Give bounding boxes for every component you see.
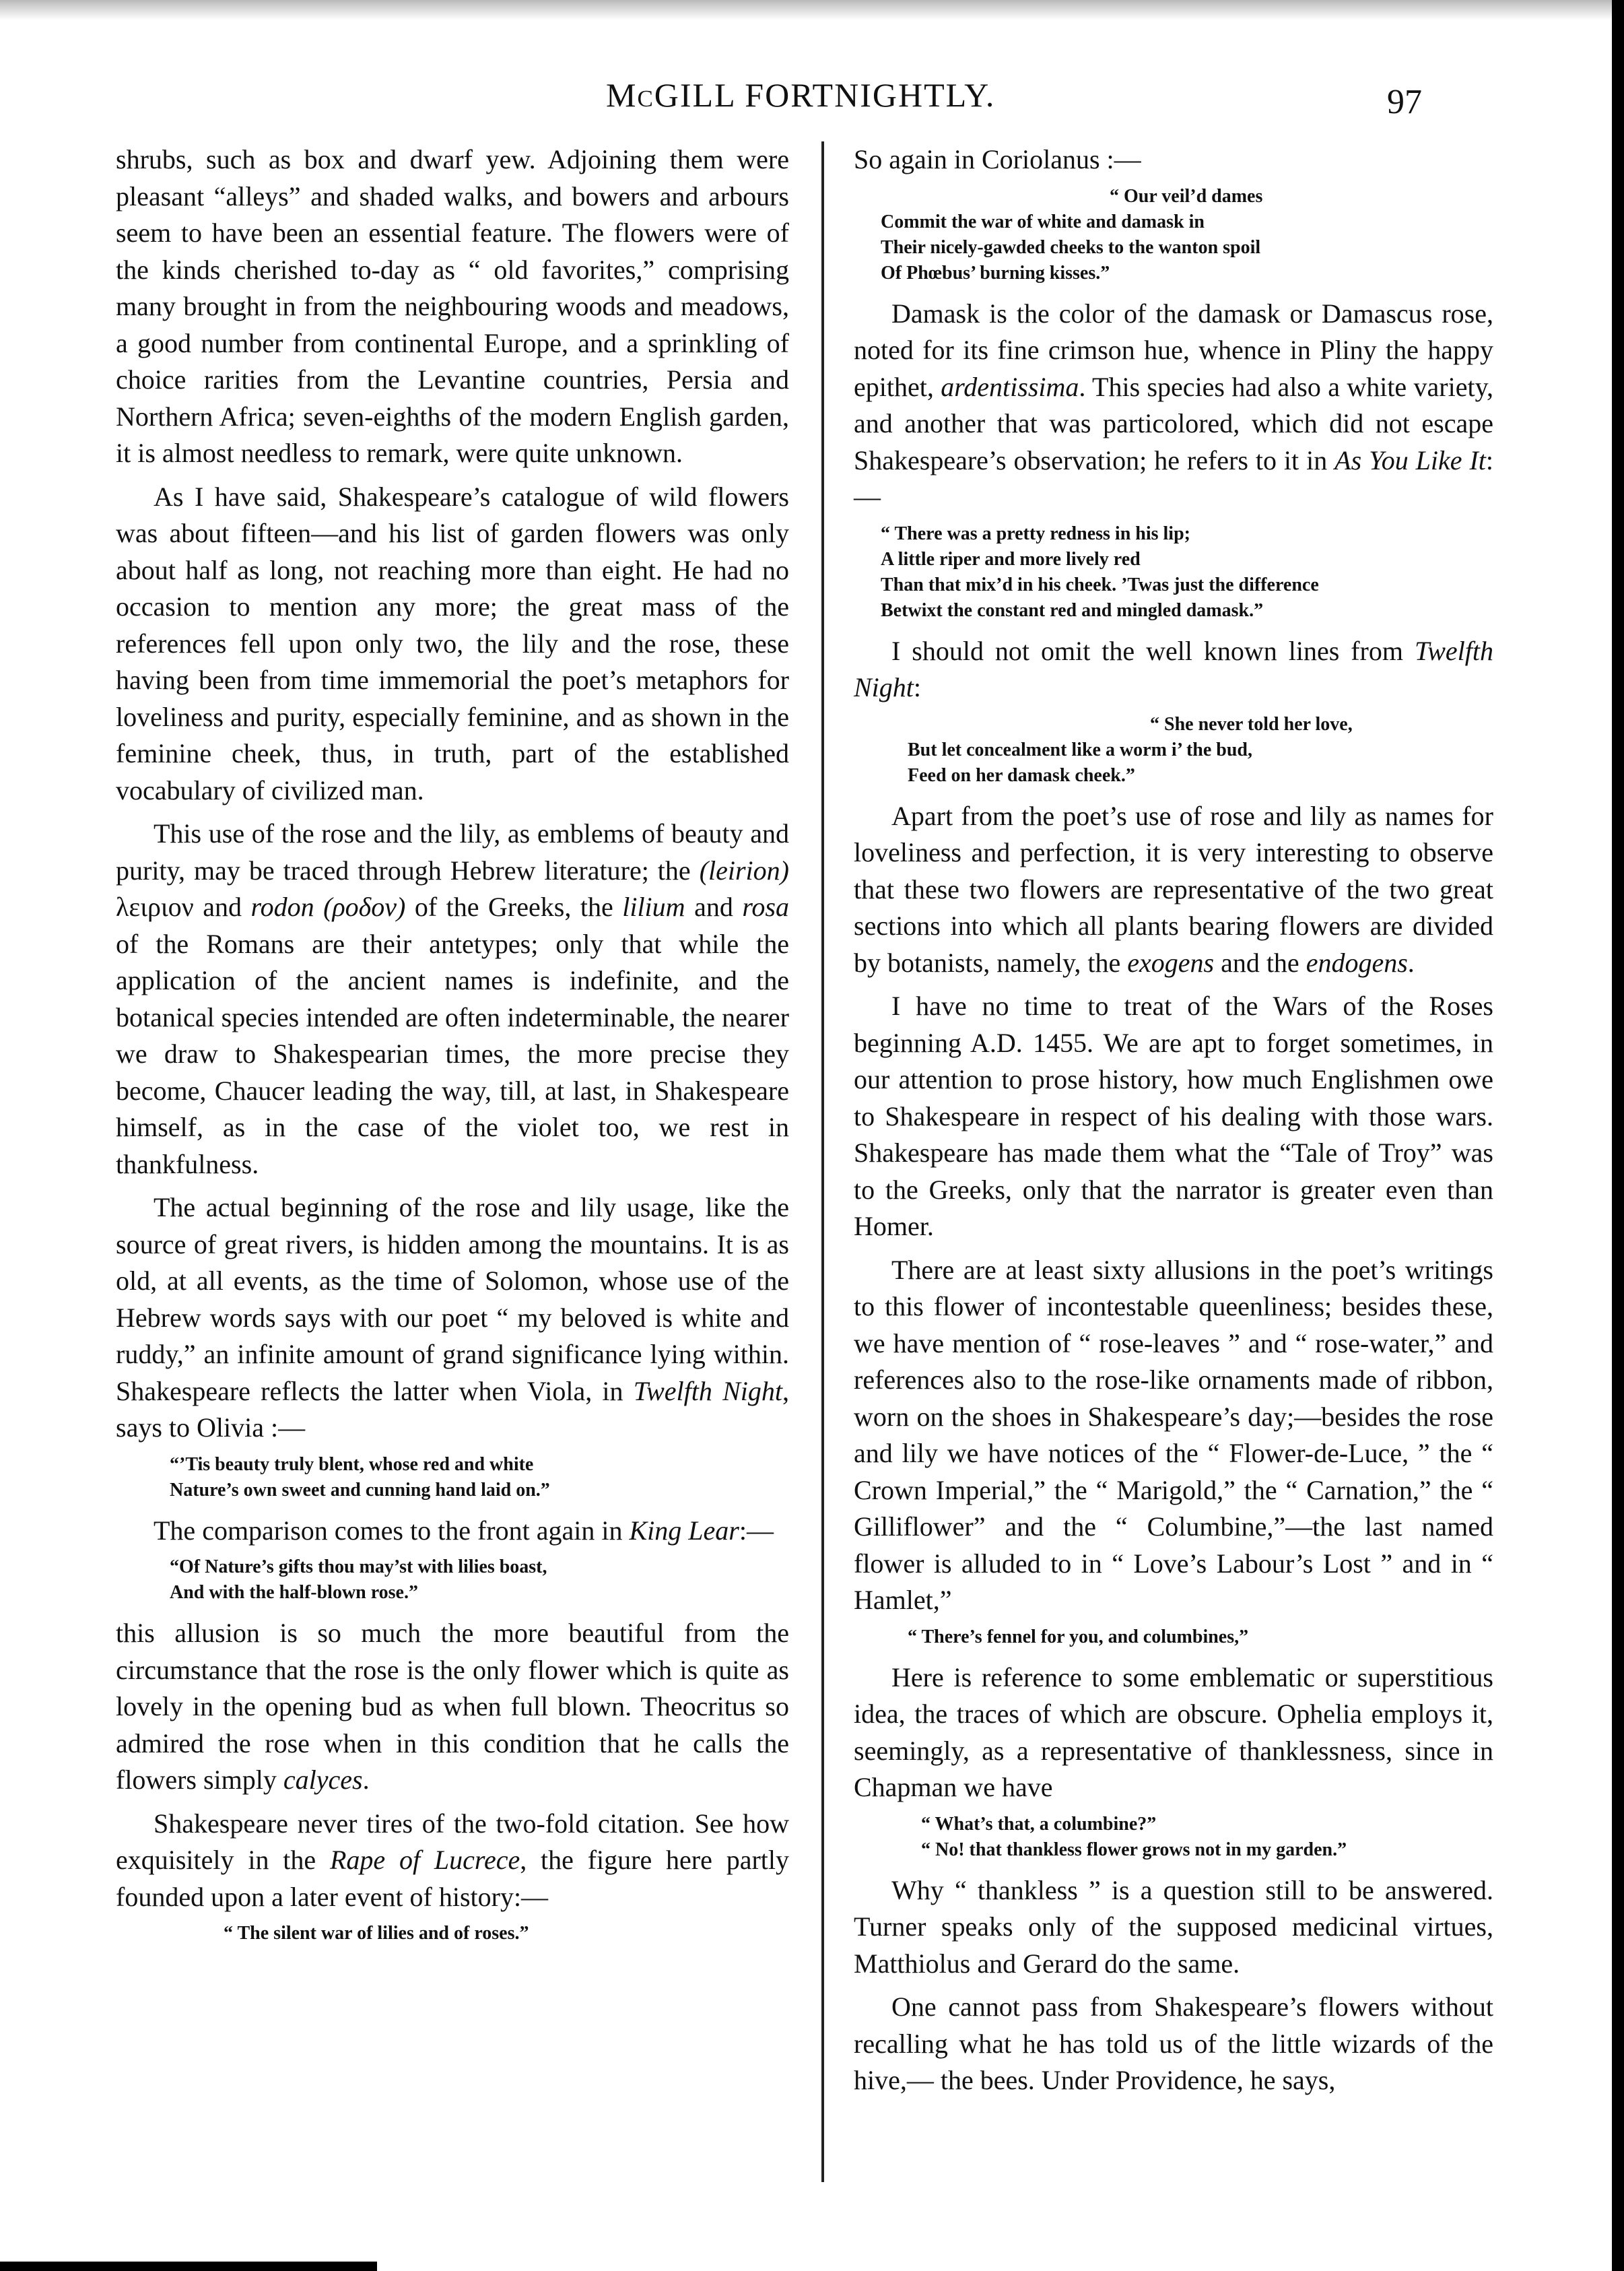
paragraph	[854, 798, 1493, 982]
text-run: , says to Olivia :—	[116, 1375, 789, 1443]
verse-line: “ The silent war of lilies and of roses.”	[224, 1923, 529, 1944]
italic-term: (leirion)	[699, 855, 789, 886]
running-title: McGILL FORTNIGHTLY.	[606, 76, 996, 114]
paragraph: Why “ thankless ” is a question still to be answered. Turner speaks only of the supposed medicinal virtues, Matthiolus and Gerard do the same.	[854, 1874, 1493, 1979]
text-run: of the Romans are their antetypes; only that while the application of the ancient names is indefinite, and the botanical species intended are often indeterminable, the nearer we draw to Shakespearian times, the more precise they become, Chaucer leading the way, till, at last, in Shakespeare himself, as in the case of the violet too, we rest in thankfulness.	[116, 928, 789, 1179]
play-title: Twelfth Night	[854, 635, 1493, 702]
text-run: λειριον and	[116, 892, 251, 922]
column-divider	[821, 141, 824, 2182]
verse-line: Of Phœbus’ burning kisses.”	[881, 262, 1110, 284]
italic-term: ardentissima	[941, 371, 1079, 402]
text-run: The actual beginning of the rose and lily usage, like the source of great rivers, is hidden among the mountains. It is as old, at all events, as the time of Solomon, whose use of the Hebrew words says with our poet “ my beloved is white and ruddy,” an infinite amount of grand significance lying within. Shakespeare reflects the latter when Viola, in	[116, 1192, 789, 1406]
paragraph	[854, 633, 1493, 706]
verse-line: Than that mix’d in his cheek. ’Twas just the difference	[881, 574, 1319, 595]
text-run: . This species had also a white variety, and another that was particolored, which did not escape Shakespeare’s observation; he refers to it in	[854, 371, 1493, 475]
paragraph	[854, 296, 1493, 516]
scan-right-edge	[1612, 0, 1624, 2271]
italic-term: lilium	[622, 892, 685, 922]
verse-line: “ She never told her love,	[1150, 713, 1353, 735]
verse-line: “ No! that thankless flower grows not in my garden.”	[921, 1839, 1347, 1860]
verse-line: A little riper and more lively red	[881, 548, 1141, 570]
paragraph: Here is reference to some emblematic or superstitious idea, the traces of which are obscure. Ophelia employs it, seemingly, as a representative of thanklessness, since in Chapman we have	[854, 1661, 1493, 1802]
verse-line: “ What’s that, a columbine?”	[921, 1813, 1157, 1835]
paragraph: I have no time to treat of the Wars of the Roses beginning A.D. 1455. We are apt to forget sometimes, in our attention to prose history, how much Englishmen owe to Shakespeare in respect of his dealing with those wars. Shakespeare has made them what the “Tale of Troy” was to the Greeks, only that the narrator is greater even than Homer.	[854, 991, 1493, 1241]
verse-line: Feed on her damask cheek.”	[908, 764, 1135, 786]
verse-quote	[116, 1554, 789, 1606]
scan-bottom-edge	[0, 2262, 377, 2271]
verse-line: Betwixt the constant red and mingled damask.”	[881, 599, 1264, 621]
italic-term: calyces	[283, 1765, 363, 1795]
paragraph	[116, 816, 789, 1183]
paragraph: So again in Coriolanus :—	[854, 144, 1141, 174]
verse-quote	[854, 1624, 1493, 1650]
play-title: As You Like It	[1334, 445, 1486, 475]
paragraph	[116, 1615, 789, 1799]
paragraph: As I have said, Shakespeare’s catalogue of wild flowers was about fifteen—and his list of garden flowers was only about half as long, not reaching more than eight. He had no occasion to mention any more; the great mass of the references fell upon only two, the lily and the rose, these having been from time immemorial the poet’s metaphors for loveliness and purity, especially feminine, and as shown in the feminine cheek, thus, in truth, part of the established vocabulary of civilized man.	[116, 481, 789, 805]
text-run: :—	[739, 1515, 774, 1546]
verse-quote	[854, 1812, 1493, 1863]
text-run: Apart from the poet’s use of rose and lily as names for loveliness and perfection, it is very interesting to observe that these two flowers are representative of the two great sections into which all plants bearing flowers are divided by botanists, namely, the	[854, 800, 1493, 978]
paragraph	[116, 1806, 789, 1916]
verse-line: And with the half-blown rose.”	[170, 1582, 418, 1603]
paragraph	[116, 1513, 789, 1550]
verse-quote	[854, 521, 1493, 624]
verse-line: Nature’s own sweet and cunning hand laid on.”	[170, 1479, 550, 1501]
verse-line: “’Tis beauty truly blent, whose red and white	[170, 1453, 534, 1475]
text-run: :—	[854, 445, 1494, 512]
page-number: 97	[1387, 83, 1422, 121]
italic-term: rodon (ροδον)	[250, 892, 406, 922]
text-run: The comparison comes to the front again in	[154, 1515, 630, 1546]
verse-quote	[116, 1452, 789, 1503]
left-column	[116, 141, 789, 1956]
italic-term: exogens	[1127, 947, 1215, 978]
verse-line: “ Our veil’d dames	[1110, 185, 1263, 207]
paragraph: There are at least sixty allusions in the poet’s writings to this flower of incontestable queenliness; besides these, we have mention of “ rose-leaves ” and “ rose-water,” and references also to the rose-like ornaments made of ribbon, worn on the shoes in Shakespeare’s day;—besides the rose and lily we have notices of the “ Flower-de-Luce, ” the “ Crown Imperial,” the “ Marigold,” the “ Carnation,” the “ Gilliflower” and the “ Columbine,”—the last named flower is alluded to in “ Love’s Labour’s Lost ” and in “ Hamlet,”	[854, 1254, 1493, 1615]
text-run: this allusion is so much the more beautiful from the circumstance that the rose is the only flower which is quite as lovely in the opening bud as when full blown. Theocritus so admired the rose when in this condition that he calls the flowers simply	[116, 1618, 789, 1795]
italic-term: endogens	[1306, 947, 1408, 978]
verse-line: “ There’s fennel for you, and columbines,”	[908, 1626, 1249, 1647]
verse-line: But let concealment like a worm i’ the bud,	[908, 739, 1252, 760]
paragraph	[116, 1189, 789, 1447]
text-run: :	[913, 672, 922, 702]
play-title: Twelfth Night	[633, 1375, 782, 1406]
verse-line: “Of Nature’s gifts thou may’st with lilies boast,	[170, 1556, 547, 1577]
text-run: and	[685, 892, 743, 922]
text-run: I should not omit the well known lines from	[891, 635, 1415, 666]
verse-line: Their nicely-gawded cheeks to the wanton spoil	[881, 236, 1261, 258]
verse-quote	[116, 1921, 789, 1946]
text-run: This use of the rose and the lily, as emblems of beauty and purity, may be traced through Hebrew literature; the	[116, 818, 789, 886]
verse-quote	[854, 184, 1493, 286]
right-column	[854, 141, 1493, 2099]
scan-top-edge	[0, 0, 1624, 20]
italic-term: rosa	[742, 892, 789, 922]
text-run: .	[362, 1765, 370, 1795]
text-run: of the Greeks, the	[405, 892, 623, 922]
paragraph: shrubs, such as box and dwarf yew. Adjoining them were pleasant “alleys” and shaded walks, and bowers and arbours seem to have been an essential feature. The flowers were of the kinds cherished to-day as “ old favorites,” comprising many brought in from the neighbouring woods and meadows, a good number from continental Europe, and a sprinkling of choice rarities from the Levantine countries, Persia and Northern Africa; seven-eighths of the modern English garden, it is almost needless to remark, were quite unknown.	[116, 144, 789, 468]
text-run: , the figure here partly founded upon a later event of history:—	[116, 1845, 789, 1912]
verse-line: “ There was a pretty redness in his lip;	[881, 523, 1190, 544]
text-run: and the	[1214, 947, 1306, 978]
play-title: King Lear	[629, 1515, 739, 1546]
play-title: Rape of Lucrece	[329, 1845, 520, 1875]
text-run: Damask is the color of the damask or Damascus rose, noted for its fine crimson hue, whence in Pliny the happy epithet,	[854, 298, 1493, 402]
text-run: Shakespeare never tires of the two-fold citation. See how exquisitely in the	[116, 1808, 789, 1875]
text-run: .	[1407, 947, 1415, 978]
verse-line: Commit the war of white and damask in	[881, 211, 1205, 232]
paragraph: One cannot pass from Shakespeare’s flowers without recalling what he has told us of the little wizards of the hive,— the bees. Under Providence, he says,	[854, 1992, 1493, 2095]
verse-quote	[854, 712, 1493, 789]
page-header	[0, 75, 1624, 129]
